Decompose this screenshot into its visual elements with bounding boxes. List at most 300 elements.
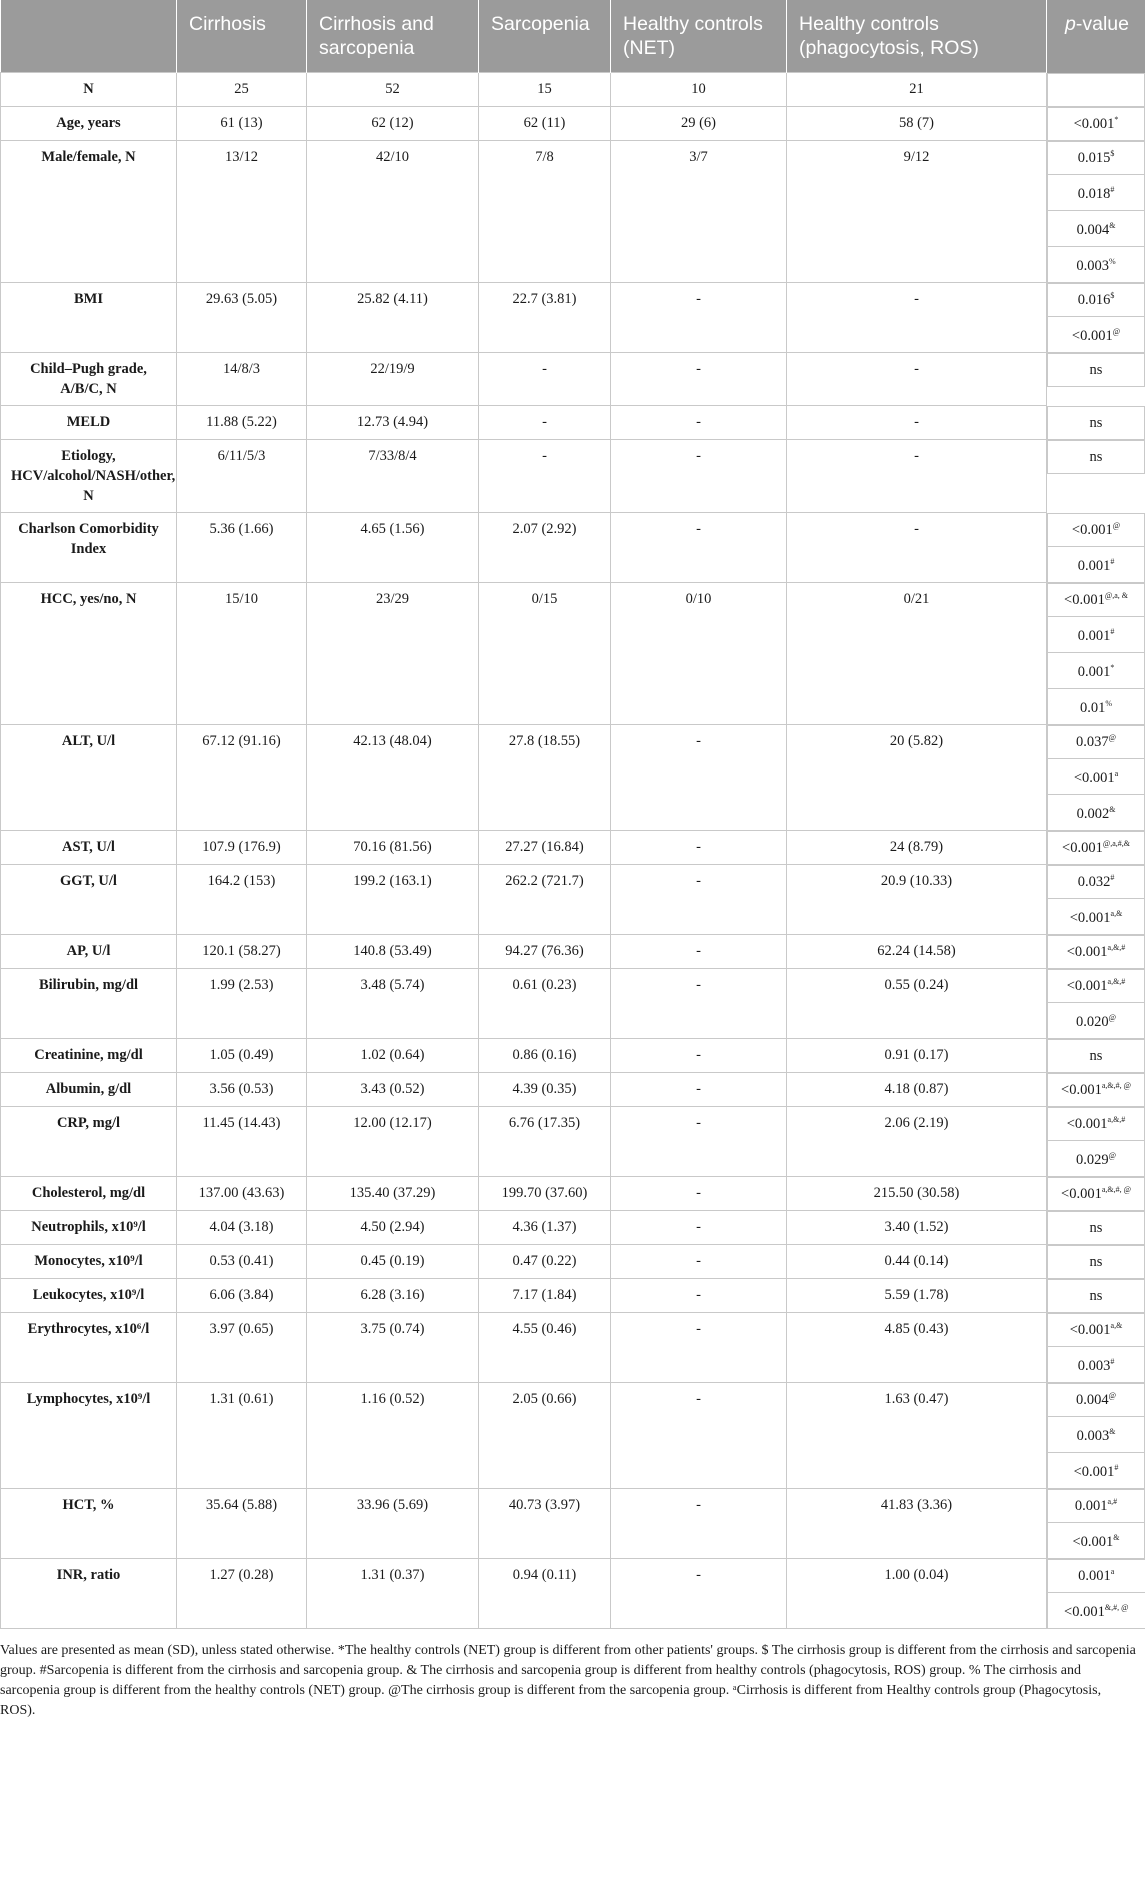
table-cell: -: [787, 513, 1047, 583]
pvalue-group: [1047, 440, 1145, 474]
pvalue-item: [1048, 656, 1144, 689]
pvalue-item: [1048, 970, 1144, 1003]
row-label: Child–Pugh grade, A/B/C, N: [1, 353, 177, 406]
pvalue-number: <0.001: [1069, 909, 1111, 926]
table-cell: 67.12 (91.16): [177, 725, 307, 831]
pvalue-superscript: *: [1110, 662, 1115, 672]
pvalue-superscript: &: [1109, 220, 1116, 230]
pvalue-number: 0.015: [1077, 149, 1111, 166]
pvalue-superscript: @,a,#,&: [1102, 838, 1130, 848]
table-cell: 0.44 (0.14): [787, 1245, 1047, 1279]
pvalue-item: [1048, 1350, 1144, 1382]
pvalue-cell: [1047, 1073, 1145, 1107]
table-cell: 42.13 (48.04): [307, 725, 479, 831]
row-label: N: [1, 73, 177, 107]
table-cell: 4.50 (2.94): [307, 1211, 479, 1245]
table-cell: 4.18 (0.87): [787, 1073, 1047, 1107]
table-cell: 27.27 (16.84): [479, 831, 611, 865]
pvalue-superscript: %: [1108, 256, 1116, 266]
row-label: AP, U/l: [1, 935, 177, 969]
pvalue-group: [1047, 283, 1145, 353]
table-cell: 1.16 (0.52): [307, 1383, 479, 1489]
pvalue-group: [1047, 725, 1145, 831]
table-cell: -: [611, 283, 787, 353]
table-cell: 0.61 (0.23): [479, 969, 611, 1039]
table-cell: 5.36 (1.66): [177, 513, 307, 583]
row-label: Creatinine, mg/dl: [1, 1039, 177, 1073]
table-cell: 0.55 (0.24): [787, 969, 1047, 1039]
table-row: [1, 935, 1145, 969]
table-cell: 1.31 (0.61): [177, 1383, 307, 1489]
pvalue-superscript: @: [1108, 732, 1116, 742]
row-label: Bilirubin, mg/dl: [1, 969, 177, 1039]
pvalue-superscript: @,a, &: [1104, 590, 1128, 600]
pvalue-superscript: #: [1110, 556, 1115, 566]
pvalue-number: ns: [1089, 1047, 1103, 1064]
column-header: Cirrhosis and sarcopenia: [307, 0, 479, 73]
row-label: MELD: [1, 406, 177, 440]
pvalue-number: <0.001: [1064, 1603, 1105, 1620]
pvalue-number: 0.003: [1076, 1427, 1110, 1444]
row-label: Cholesterol, mg/dl: [1, 1177, 177, 1211]
table-row: [1, 1559, 1145, 1629]
table-cell: 33.96 (5.69): [307, 1489, 479, 1559]
table-cell: 7/8: [479, 141, 611, 283]
table-cell: -: [611, 1211, 787, 1245]
table-row: [1, 1313, 1145, 1383]
pvalue-item: [1048, 762, 1144, 795]
pvalue-superscript: a,&,#: [1107, 976, 1126, 986]
pvalue-number: ns: [1089, 1253, 1103, 1270]
pvalue-cell: [1047, 406, 1145, 440]
pvalue-superscript: a,#: [1107, 1496, 1118, 1506]
pvalue-number: <0.001: [1061, 1185, 1102, 1202]
column-header: Healthy controls (NET): [611, 0, 787, 73]
pvalue-number: 0.003: [1077, 1357, 1111, 1374]
table-cell: 35.64 (5.88): [177, 1489, 307, 1559]
table-cell: -: [787, 353, 1047, 406]
table-cell: -: [787, 283, 1047, 353]
table-cell: 1.31 (0.37): [307, 1559, 479, 1629]
table-footnote: Values are presented as mean (SD), unless stated otherwise. *The healthy controls (NET) group is different from other patients' groups. $ The cirrhosis group is different from the cirrhosis and sarcopenia group. #Sarcopenia is different from the cirrhosis and sarcopenia group. & The cirrhosis and sarcopenia group is different from healthy controls (phagocytosis, ROS) group. % The cirrhosis and sarcopenia group is different from the healthy controls (NET) group. @The cirrhosis group is different from the sarcopenia group. ᵃCirrhosis is different from Healthy controls group (Phagocytosis, ROS).: [0, 1643, 1136, 1718]
pvalue-number: <0.001: [1066, 1115, 1108, 1132]
table-cell: 3.40 (1.52): [787, 1211, 1047, 1245]
pvalue-item: [1048, 354, 1144, 386]
pvalue-number: 0.01: [1079, 699, 1106, 716]
table-cell: -: [611, 865, 787, 935]
pvalue-item: [1048, 178, 1144, 211]
pvalue-empty: [1048, 74, 1144, 106]
pvalue-group: [1047, 107, 1145, 141]
table-cell: 20 (5.82): [787, 725, 1047, 831]
pvalue-number: 0.002: [1076, 805, 1110, 822]
table-cell: 3.97 (0.65): [177, 1313, 307, 1383]
table-row: [1, 865, 1145, 935]
table-cell: 22.7 (3.81): [479, 283, 611, 353]
pvalue-superscript: @: [1112, 326, 1121, 336]
table-cell: -: [611, 1177, 787, 1211]
pvalue-number: 0.016: [1077, 291, 1111, 308]
table-cell: 0.94 (0.11): [479, 1559, 611, 1629]
pvalue-number: <0.001: [1071, 521, 1113, 538]
pvalue-group: [1047, 1313, 1145, 1383]
pvalue-item: [1048, 1040, 1144, 1072]
table-cell: 13/12: [177, 141, 307, 283]
table-cell: 29 (6): [611, 107, 787, 141]
pvalue-group: [1047, 935, 1145, 969]
pvalue-group: [1047, 1489, 1145, 1559]
row-label: BMI: [1, 283, 177, 353]
pvalue-superscript: #: [1110, 184, 1115, 194]
table-cell: 1.27 (0.28): [177, 1559, 307, 1629]
table-cell: 21: [787, 73, 1047, 107]
row-label: Charlson Comorbidity Index: [1, 513, 177, 583]
pvalue-cell: [1047, 1559, 1145, 1629]
pvalue-cell: [1047, 1177, 1145, 1211]
pvalue-superscript: *: [1114, 114, 1119, 124]
table-cell: -: [611, 1107, 787, 1177]
pvalue-superscript: &: [1109, 804, 1116, 814]
pvalue-superscript: #: [1110, 872, 1115, 882]
pvalue-number: <0.001: [1073, 115, 1115, 132]
table-cell: 6.76 (17.35): [479, 1107, 611, 1177]
table-cell: 52: [307, 73, 479, 107]
table-cell: -: [611, 935, 787, 969]
pvalue-item: [1048, 1006, 1144, 1038]
pvalue-number: 0.001: [1074, 1497, 1108, 1514]
table-cell: 25.82 (4.11): [307, 283, 479, 353]
pvalue-number: 0.037: [1076, 733, 1109, 750]
table-cell: 12.73 (4.94): [307, 406, 479, 440]
pvalue-number: <0.001: [1064, 591, 1105, 608]
pvalue-group: [1047, 73, 1145, 107]
table-row: [1, 1211, 1145, 1245]
pvalue-cell: [1047, 583, 1145, 725]
pvalue-group: [1047, 1383, 1145, 1489]
pvalue-superscript: $: [1110, 148, 1115, 158]
table-cell: 137.00 (43.63): [177, 1177, 307, 1211]
table-cell: -: [611, 1279, 787, 1313]
table-cell: 1.02 (0.64): [307, 1039, 479, 1073]
pvalue-item: [1048, 250, 1144, 282]
row-label: Lymphocytes, x10⁹/l: [1, 1383, 177, 1489]
table-row: [1, 1279, 1145, 1313]
pvalue-superscript: #: [1110, 626, 1115, 636]
row-label: GGT, U/l: [1, 865, 177, 935]
table-cell: 0.91 (0.17): [787, 1039, 1047, 1073]
table-cell: 120.1 (58.27): [177, 935, 307, 969]
pvalue-number: ns: [1089, 1219, 1103, 1236]
row-label: HCT, %: [1, 1489, 177, 1559]
table-cell: -: [611, 831, 787, 865]
row-label: Leukocytes, x10⁹/l: [1, 1279, 177, 1313]
table-row: [1, 1039, 1145, 1073]
row-label: Neutrophils, x10⁹/l: [1, 1211, 177, 1245]
pvalue-group: [1047, 831, 1145, 865]
table-cell: 42/10: [307, 141, 479, 283]
row-label: HCC, yes/no, N: [1, 583, 177, 725]
pvalue-item: [1048, 620, 1144, 653]
table-row: [1, 141, 1145, 283]
table-cell: 1.99 (2.53): [177, 969, 307, 1039]
pvalue-item: [1048, 1314, 1144, 1347]
table-row: [1, 969, 1145, 1039]
table-cell: 4.39 (0.35): [479, 1073, 611, 1107]
pvalue-cell: [1047, 1211, 1145, 1245]
pvalue-number: 0.029: [1076, 1151, 1109, 1168]
table-cell: -: [479, 406, 611, 440]
pvalue-number: <0.001: [1066, 977, 1108, 994]
pvalue-number: <0.001: [1069, 1321, 1111, 1338]
pvalue-cell: [1047, 1313, 1145, 1383]
pvalue-number: 0.001: [1077, 627, 1111, 644]
pvalue-item: [1048, 407, 1144, 439]
pvalue-item: [1048, 284, 1144, 317]
pvalue-cell: [1047, 1039, 1145, 1073]
pvalue-item: [1048, 550, 1144, 582]
table-cell: 199.70 (37.60): [479, 1177, 611, 1211]
pvalue-item: [1048, 214, 1144, 247]
table-cell: 135.40 (37.29): [307, 1177, 479, 1211]
table-cell: 70.16 (81.56): [307, 831, 479, 865]
table-cell: 4.55 (0.46): [479, 1313, 611, 1383]
pvalue-superscript: %: [1105, 698, 1113, 708]
table-row: [1, 283, 1145, 353]
pvalue-number: <0.001: [1061, 1081, 1102, 1098]
table-cell: 215.50 (30.58): [787, 1177, 1047, 1211]
table-cell: -: [611, 513, 787, 583]
pvalue-item: [1048, 1246, 1144, 1278]
pvalue-number: ns: [1089, 414, 1103, 431]
pvalue-item: [1048, 726, 1144, 759]
pvalue-number: 0.001: [1077, 663, 1111, 680]
pvalue-item: [1048, 108, 1144, 140]
table-cell: 3/7: [611, 141, 787, 283]
pvalue-superscript: @: [1112, 520, 1121, 530]
table-cell: -: [787, 440, 1047, 513]
pvalue-group: [1047, 865, 1145, 935]
table-row: [1, 1245, 1145, 1279]
pvalue-cell: [1047, 283, 1145, 353]
pvalue-cell: [1047, 865, 1145, 935]
pvalue-group: [1047, 1559, 1145, 1629]
pvalue-number: <0.001: [1073, 769, 1115, 786]
pvalue-superscript: a,&,#: [1107, 942, 1126, 952]
table-cell: 2.07 (2.92): [479, 513, 611, 583]
pvalue-group: [1047, 583, 1145, 725]
pvalue-cell: [1047, 1279, 1145, 1313]
pvalue-item: [1048, 142, 1144, 175]
pvalue-cell: [1047, 107, 1145, 141]
table-row: [1, 1489, 1145, 1559]
table-cell: 4.85 (0.43): [787, 1313, 1047, 1383]
table-cell: -: [611, 1245, 787, 1279]
table-row: [1, 440, 1145, 513]
table-cell: 1.63 (0.47): [787, 1383, 1047, 1489]
pvalue-superscript: a,&: [1110, 908, 1123, 918]
pvalue-superscript: @: [1108, 1390, 1116, 1400]
pvalue-cell: [1047, 831, 1145, 865]
pvalue-superscript: a,&,#: [1107, 1114, 1126, 1124]
pvalue-item: [1048, 1108, 1144, 1141]
table-row: [1, 1107, 1145, 1177]
pvalue-cell: [1047, 1383, 1145, 1489]
table-cell: 15/10: [177, 583, 307, 725]
table-cell: 0.45 (0.19): [307, 1245, 479, 1279]
pvalue-number: 0.032: [1077, 873, 1111, 890]
table-row: [1, 1383, 1145, 1489]
pvalue-cell: [1047, 935, 1145, 969]
table-row: [1, 725, 1145, 831]
table-row: [1, 513, 1145, 583]
table-cell: 61 (13): [177, 107, 307, 141]
pvalue-cell: [1047, 1489, 1145, 1559]
table-cell: 62 (11): [479, 107, 611, 141]
table-row: [1, 353, 1145, 406]
table-row: [1, 831, 1145, 865]
pvalue-number: 0.001: [1078, 1567, 1111, 1584]
pvalue-cell: [1047, 1245, 1145, 1279]
pvalue-number: 0.004: [1076, 1391, 1109, 1408]
table-cell: 40.73 (3.97): [479, 1489, 611, 1559]
table-cell: 1.05 (0.49): [177, 1039, 307, 1073]
table-cell: 7/33/8/4: [307, 440, 479, 513]
pvalue-number: ns: [1089, 448, 1103, 465]
pvalue-group: [1047, 969, 1145, 1039]
table-cell: 12.00 (12.17): [307, 1107, 479, 1177]
pvalue-number: 0.020: [1076, 1013, 1109, 1030]
table-header: [1, 0, 1145, 73]
pvalue-group: [1047, 1073, 1145, 1107]
pvalue-item: [1048, 1074, 1144, 1106]
table-cell: 23/29: [307, 583, 479, 725]
table-cell: 140.8 (53.49): [307, 935, 479, 969]
table-row: [1, 1073, 1145, 1107]
table-cell: -: [611, 406, 787, 440]
pvalue-item: [1048, 798, 1144, 830]
table-cell: 25: [177, 73, 307, 107]
pvalue-superscript: &: [1109, 1426, 1116, 1436]
pvalue-number: 0.004: [1076, 221, 1110, 238]
table-cell: -: [611, 1383, 787, 1489]
pvalue-number: 0.003: [1076, 257, 1109, 274]
table-cell: 62 (12): [307, 107, 479, 141]
table-cell: 58 (7): [787, 107, 1047, 141]
table-cell: 6/11/5/3: [177, 440, 307, 513]
pvalue-superscript: #: [1110, 1356, 1115, 1366]
table-cell: 62.24 (14.58): [787, 935, 1047, 969]
pvalue-number: <0.001: [1072, 1533, 1114, 1550]
table-cell: 4.36 (1.37): [479, 1211, 611, 1245]
header-label-column: [1, 0, 177, 73]
pvalue-group: [1047, 1039, 1145, 1073]
table-cell: 6.28 (3.16): [307, 1279, 479, 1313]
pvalue-cell: [1047, 141, 1145, 283]
pvalue-item: [1048, 1212, 1144, 1244]
table-cell: 41.83 (3.36): [787, 1489, 1047, 1559]
pvalue-group: [1047, 1245, 1145, 1279]
pvalue-superscript: &,#, @: [1104, 1602, 1129, 1612]
pvalue-group: [1047, 1211, 1145, 1245]
pvalue-item: [1048, 1280, 1144, 1312]
table-row: [1, 1177, 1145, 1211]
row-label: Erythrocytes, x10⁶/l: [1, 1313, 177, 1383]
pvalue-superscript: a,&,#, @: [1101, 1080, 1131, 1090]
table-cell: 9/12: [787, 141, 1047, 283]
table-cell: 0/15: [479, 583, 611, 725]
pvalue-superscript: @: [1108, 1150, 1116, 1160]
table-cell: 262.2 (721.7): [479, 865, 611, 935]
table-cell: 4.04 (3.18): [177, 1211, 307, 1245]
row-label: Etiology, HCV/alcohol/NASH/other, N: [1, 440, 177, 513]
pvalue-number: <0.001: [1071, 327, 1113, 344]
pvalue-item: [1048, 1526, 1144, 1558]
pvalue-superscript: $: [1110, 290, 1115, 300]
table-cell: 3.56 (0.53): [177, 1073, 307, 1107]
table-cell: 3.48 (5.74): [307, 969, 479, 1039]
table-cell: -: [611, 1039, 787, 1073]
table-cell: 24 (8.79): [787, 831, 1047, 865]
pvalue-item: [1048, 1490, 1144, 1523]
column-header: Healthy controls (phagocytosis, ROS): [787, 0, 1047, 73]
pvalue-superscript: #: [1114, 1462, 1119, 1472]
pvalue-number: <0.001: [1066, 943, 1108, 960]
table-cell: -: [611, 1313, 787, 1383]
pvalue-number: ns: [1089, 361, 1103, 378]
pvalue-superscript: a: [1114, 768, 1119, 778]
pvalue-superscript: a: [1110, 1566, 1115, 1576]
table-row: [1, 583, 1145, 725]
table-row: [1, 406, 1145, 440]
table-cell: 94.27 (76.36): [479, 935, 611, 969]
pvalue-cell: [1047, 440, 1145, 513]
pvalue-group: [1047, 1279, 1145, 1313]
table-row: [1, 73, 1145, 107]
table-cell: 11.88 (5.22): [177, 406, 307, 440]
pvalue-cell: [1047, 969, 1145, 1039]
table-cell: -: [611, 440, 787, 513]
table-cell: 164.2 (153): [177, 865, 307, 935]
pvalue-group: [1047, 513, 1145, 583]
pvalue-cell: [1047, 353, 1145, 406]
pvalue-item: [1048, 1178, 1144, 1210]
table-cell: 3.75 (0.74): [307, 1313, 479, 1383]
table-body: [1, 73, 1145, 1629]
row-label: CRP, mg/l: [1, 1107, 177, 1177]
pvalue-group: [1047, 353, 1145, 387]
table-cell: 20.9 (10.33): [787, 865, 1047, 935]
table-cell: -: [611, 1073, 787, 1107]
table-cell: 0.86 (0.16): [479, 1039, 611, 1073]
pvalue-number: <0.001: [1062, 839, 1103, 856]
column-header: Sarcopenia: [479, 0, 611, 73]
table-row: [1, 107, 1145, 141]
table-cell: 1.00 (0.04): [787, 1559, 1047, 1629]
pvalue-item: [1048, 902, 1144, 934]
pvalue-group: [1047, 141, 1145, 283]
row-label: Male/female, N: [1, 141, 177, 283]
table-cell: -: [611, 1489, 787, 1559]
table-cell: 15: [479, 73, 611, 107]
pvalue-item: [1048, 692, 1144, 724]
table-cell: -: [787, 406, 1047, 440]
table-cell: 29.63 (5.05): [177, 283, 307, 353]
pvalue-superscript: a,&: [1110, 1320, 1123, 1330]
pvalue-group: [1047, 406, 1145, 440]
table-cell: 27.8 (18.55): [479, 725, 611, 831]
table-cell: 0.47 (0.22): [479, 1245, 611, 1279]
row-label: Albumin, g/dl: [1, 1073, 177, 1107]
